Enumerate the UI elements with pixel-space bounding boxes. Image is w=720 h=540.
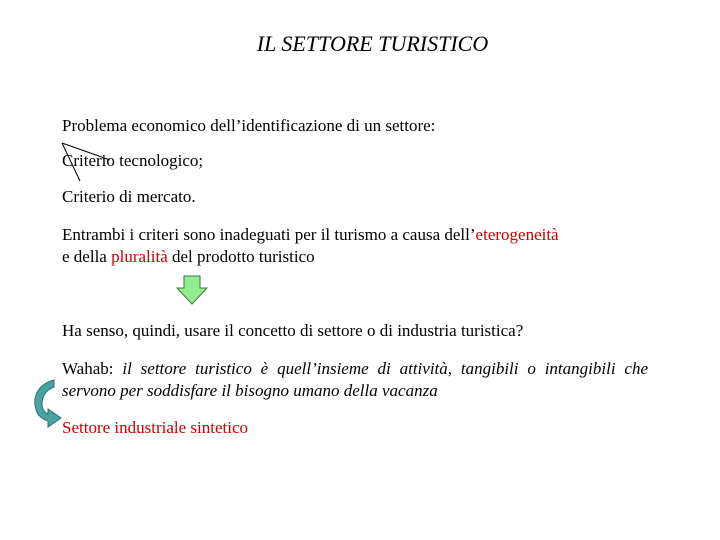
inadequacy-paragraph [62, 224, 648, 268]
criterion-market: Criterio di mercato. [62, 187, 196, 206]
inadequacy-text-3: del prodotto turistico [167, 247, 315, 266]
wahab-author: Wahab: [62, 359, 123, 378]
synthetic-sector-text: Settore industriale sintetico [62, 418, 249, 437]
heterogeneity-word: eterogeneità [475, 225, 559, 244]
wahab-definition [62, 358, 648, 402]
question-text: Ha senso, quindi, usare il concetto di settore o di industria turistica? [62, 321, 524, 340]
wahab-definition-text: il settore turistico è quell’insieme di attività, tangibili o intangibili che servono per soddisfare il bisogno umano della vacanza [62, 359, 648, 400]
inadequacy-text-2: e della [62, 247, 112, 266]
inadequacy-text-1: Entrambi i criteri sono inadeguati per il turismo a causa dell’ [62, 225, 476, 244]
plurality-word: pluralità [111, 247, 168, 266]
down-arrow-icon [176, 275, 208, 305]
criterion-technological: Criterio tecnologico; [62, 151, 204, 170]
curved-arrow-icon [32, 378, 62, 428]
problem-text: Problema economico dell’identificazione di un settore: [62, 116, 436, 135]
slide-title: IL SETTORE TURISTICO [256, 31, 489, 56]
